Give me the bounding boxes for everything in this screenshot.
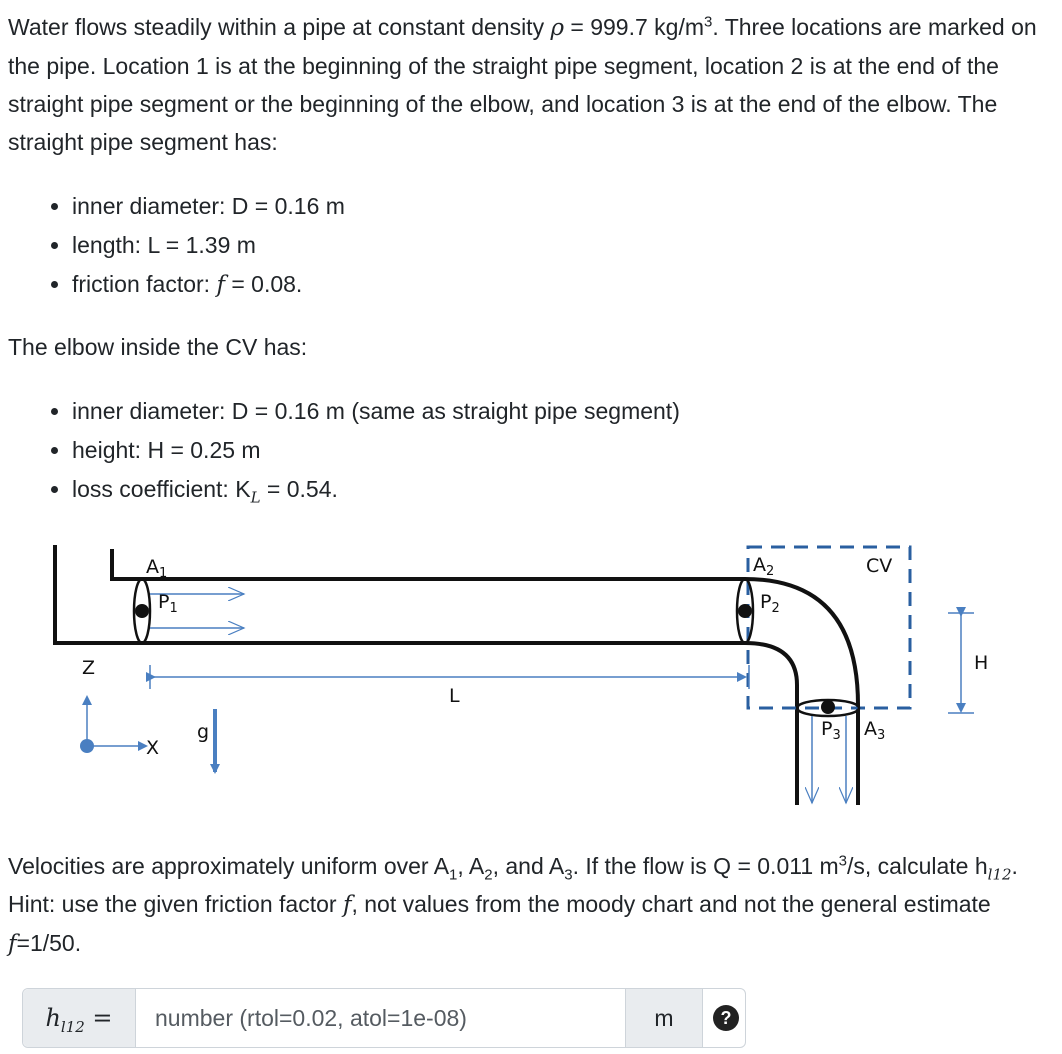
label-A3: $A_3$ — [864, 718, 886, 743]
help-icon[interactable]: ? — [713, 1005, 739, 1031]
answer-label: $h_{l12}$ = — [23, 989, 136, 1047]
elbow-inner-wall — [745, 643, 797, 805]
straight-length-item: • length: L = 1.39 m — [72, 226, 345, 265]
answer-input[interactable] — [145, 989, 635, 1047]
elbow-heading: The elbow inside the CV has: — [8, 334, 308, 360]
label-z: Z — [82, 657, 96, 679]
label-L: L — [449, 685, 460, 707]
question-text: Velocities are approximately uniform over $A_1$, $A_2$, and $A_3$. If the flow is Q = 0.011 $m^3/s$, calculate $h_{l12}$. Hint: use the given friction factor f, not values from the moody chart and not the general estimate f=1/50. — [8, 852, 1018, 957]
pipe-top-wall — [112, 549, 745, 579]
label-A1: $A_1$ — [146, 556, 168, 581]
label-P2: $P_2$ — [760, 591, 780, 616]
pipe-diagram — [0, 535, 1062, 815]
label-A2: $A_2$ — [753, 554, 775, 579]
straight-segment-list — [0, 187, 345, 304]
elbow-list — [0, 392, 680, 509]
point-3-dot — [821, 700, 835, 714]
label-P3: $P_3$ — [821, 718, 841, 743]
point-2-dot — [738, 604, 752, 618]
label-g: g — [197, 721, 210, 743]
label-CV: CV — [866, 555, 893, 577]
rho-symbol: ρ — [550, 15, 564, 41]
label-P1: $P_1$ — [158, 591, 178, 616]
straight-diameter-item: • inner diameter: D = 0.16 m — [72, 187, 345, 226]
label-x: X — [146, 737, 160, 759]
elbow-height-item: • height: H = 0.25 m — [72, 431, 680, 470]
answer-input-group — [22, 988, 746, 1048]
elbow-loss-item: • loss coefficient: $K_L = 0.54$. — [72, 470, 680, 509]
unit-label: m — [625, 989, 703, 1047]
label-H: H — [974, 652, 989, 674]
straight-friction-item: • friction factor: f = 0.08. — [72, 265, 345, 304]
problem-intro: Water flows steadily within a pipe at constant density ρ = 999.7 $kg/m^3$. Three locations are marked on the pipe. Location 1 is at the beginning of the straight pipe segment, location 2 is at the end of the straight pipe segment or the beginning of the elbow, and location 3 is at the end of the elbow. The straight pipe segment has: — [8, 13, 1037, 155]
point-1-dot — [135, 604, 149, 618]
elbow-diameter-item: • inner diameter: D = 0.16 m (same as straight pipe segment) — [72, 392, 680, 431]
